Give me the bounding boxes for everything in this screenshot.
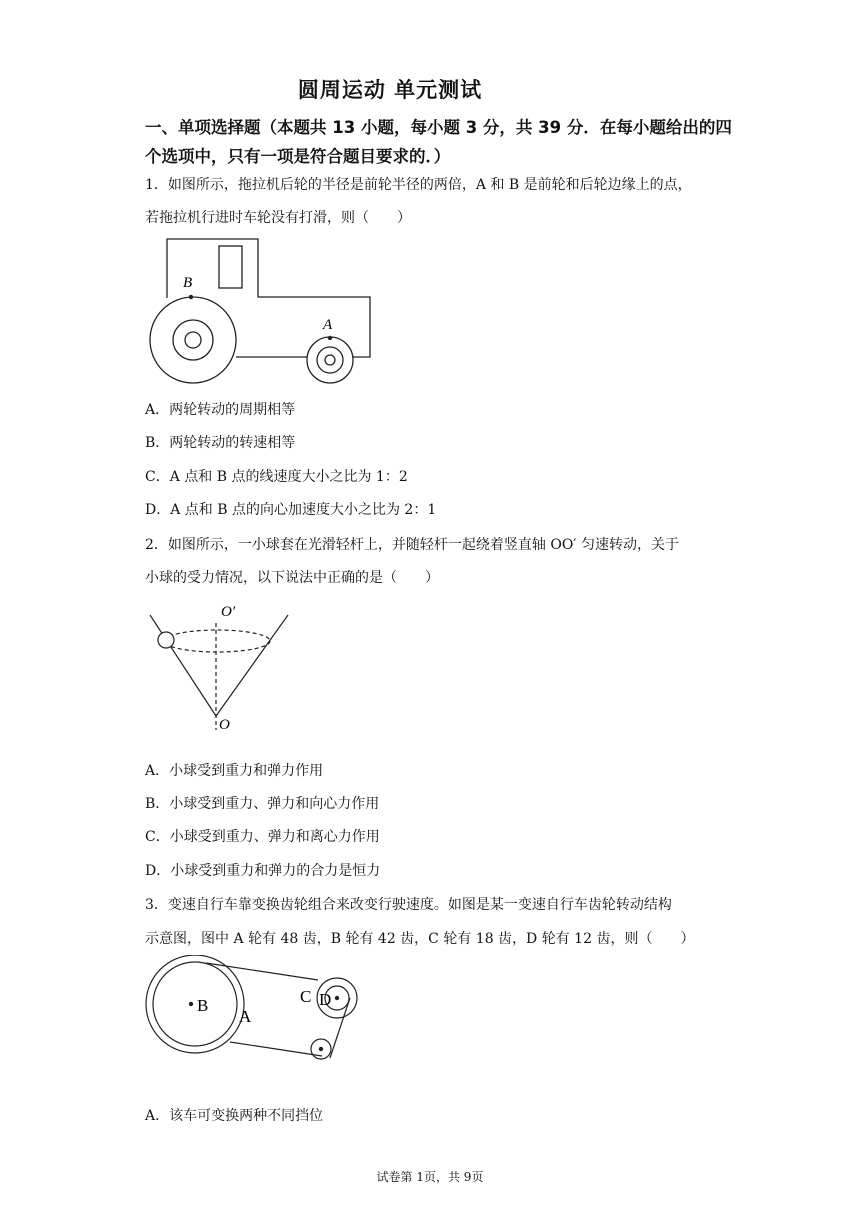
label-o-prime: O′ (221, 604, 236, 620)
page-footer: 试卷第 1页，共 9页 (376, 1170, 484, 1184)
label-d: D (319, 990, 332, 1009)
b-center-dot (189, 1002, 193, 1006)
q1-option-a: A．两轮转动的周期相等 (145, 402, 296, 418)
q2-stem-line2: 小球的受力情况，以下说法中正确的是（ ） (145, 570, 439, 586)
q1-stem-line2: 若拖拉机行进时车轮没有打滑，则（ ） (145, 210, 411, 226)
label-o: O (219, 717, 230, 733)
label-a: A (323, 317, 333, 333)
q2-stem-line1: 2．如图所示，一小球套在光滑轻杆上，并随轻杆一起绕着竖直轴 OO′ 匀速转动，关于 (145, 537, 679, 553)
small-ball (158, 632, 174, 648)
q3-option-a: A．该车可变换两种不同挡位 (145, 1108, 324, 1124)
tensioner-center-dot (319, 1047, 323, 1051)
d-center-dot (335, 996, 339, 1000)
q2-option-a: A．小球受到重力和弹力作用 (145, 763, 324, 779)
label-c: C (300, 987, 312, 1006)
q3-stem-line2: 示意图，图中 A 轮有 48 齿，B 轮有 42 齿，C 轮有 18 齿，D 轮有 12 齿，则（ ） (145, 931, 695, 947)
cone-rod-diagram (140, 598, 290, 738)
q2-option-b: B．小球受到重力、弹力和向心力作用 (145, 796, 380, 812)
label-b: B (183, 275, 193, 291)
bicycle-gear-diagram (140, 955, 370, 1065)
page-title: 圆周运动 单元测试 (297, 78, 483, 102)
point-a-dot (328, 336, 332, 340)
q1-option-d: D．A 点和 B 点的向心加速度大小之比为 2：1 (145, 502, 437, 518)
section-heading: 一、单项选择题（本题共 13 小题，每小题 3 分，共 39 分．在每小题给出的四个选项中，只有一项是符合题目要求的．） (145, 118, 732, 166)
q1-stem-line1: 1．如图所示，拖拉机后轮的半径是前轮半径的两倍，A 和 B 是前轮和后轮边缘上的点， (145, 177, 692, 193)
q1-option-c: C．A 点和 B 点的线速度大小之比为 1：2 (145, 469, 408, 485)
point-b-dot (189, 295, 193, 299)
tractor-diagram (140, 232, 380, 392)
label-b: B (197, 996, 209, 1015)
label-a: A (239, 1007, 252, 1026)
q3-stem-line1: 3．变速自行车靠变换齿轮组合来改变行驶速度。如图是某一变速自行车齿轮转动结构 (145, 897, 672, 913)
q2-option-d: D．小球受到重力和弹力的合力是恒力 (145, 863, 381, 879)
q1-option-b: B．两轮转动的转速相等 (145, 435, 296, 451)
q2-option-c: C．小球受到重力、弹力和离心力作用 (145, 829, 380, 845)
